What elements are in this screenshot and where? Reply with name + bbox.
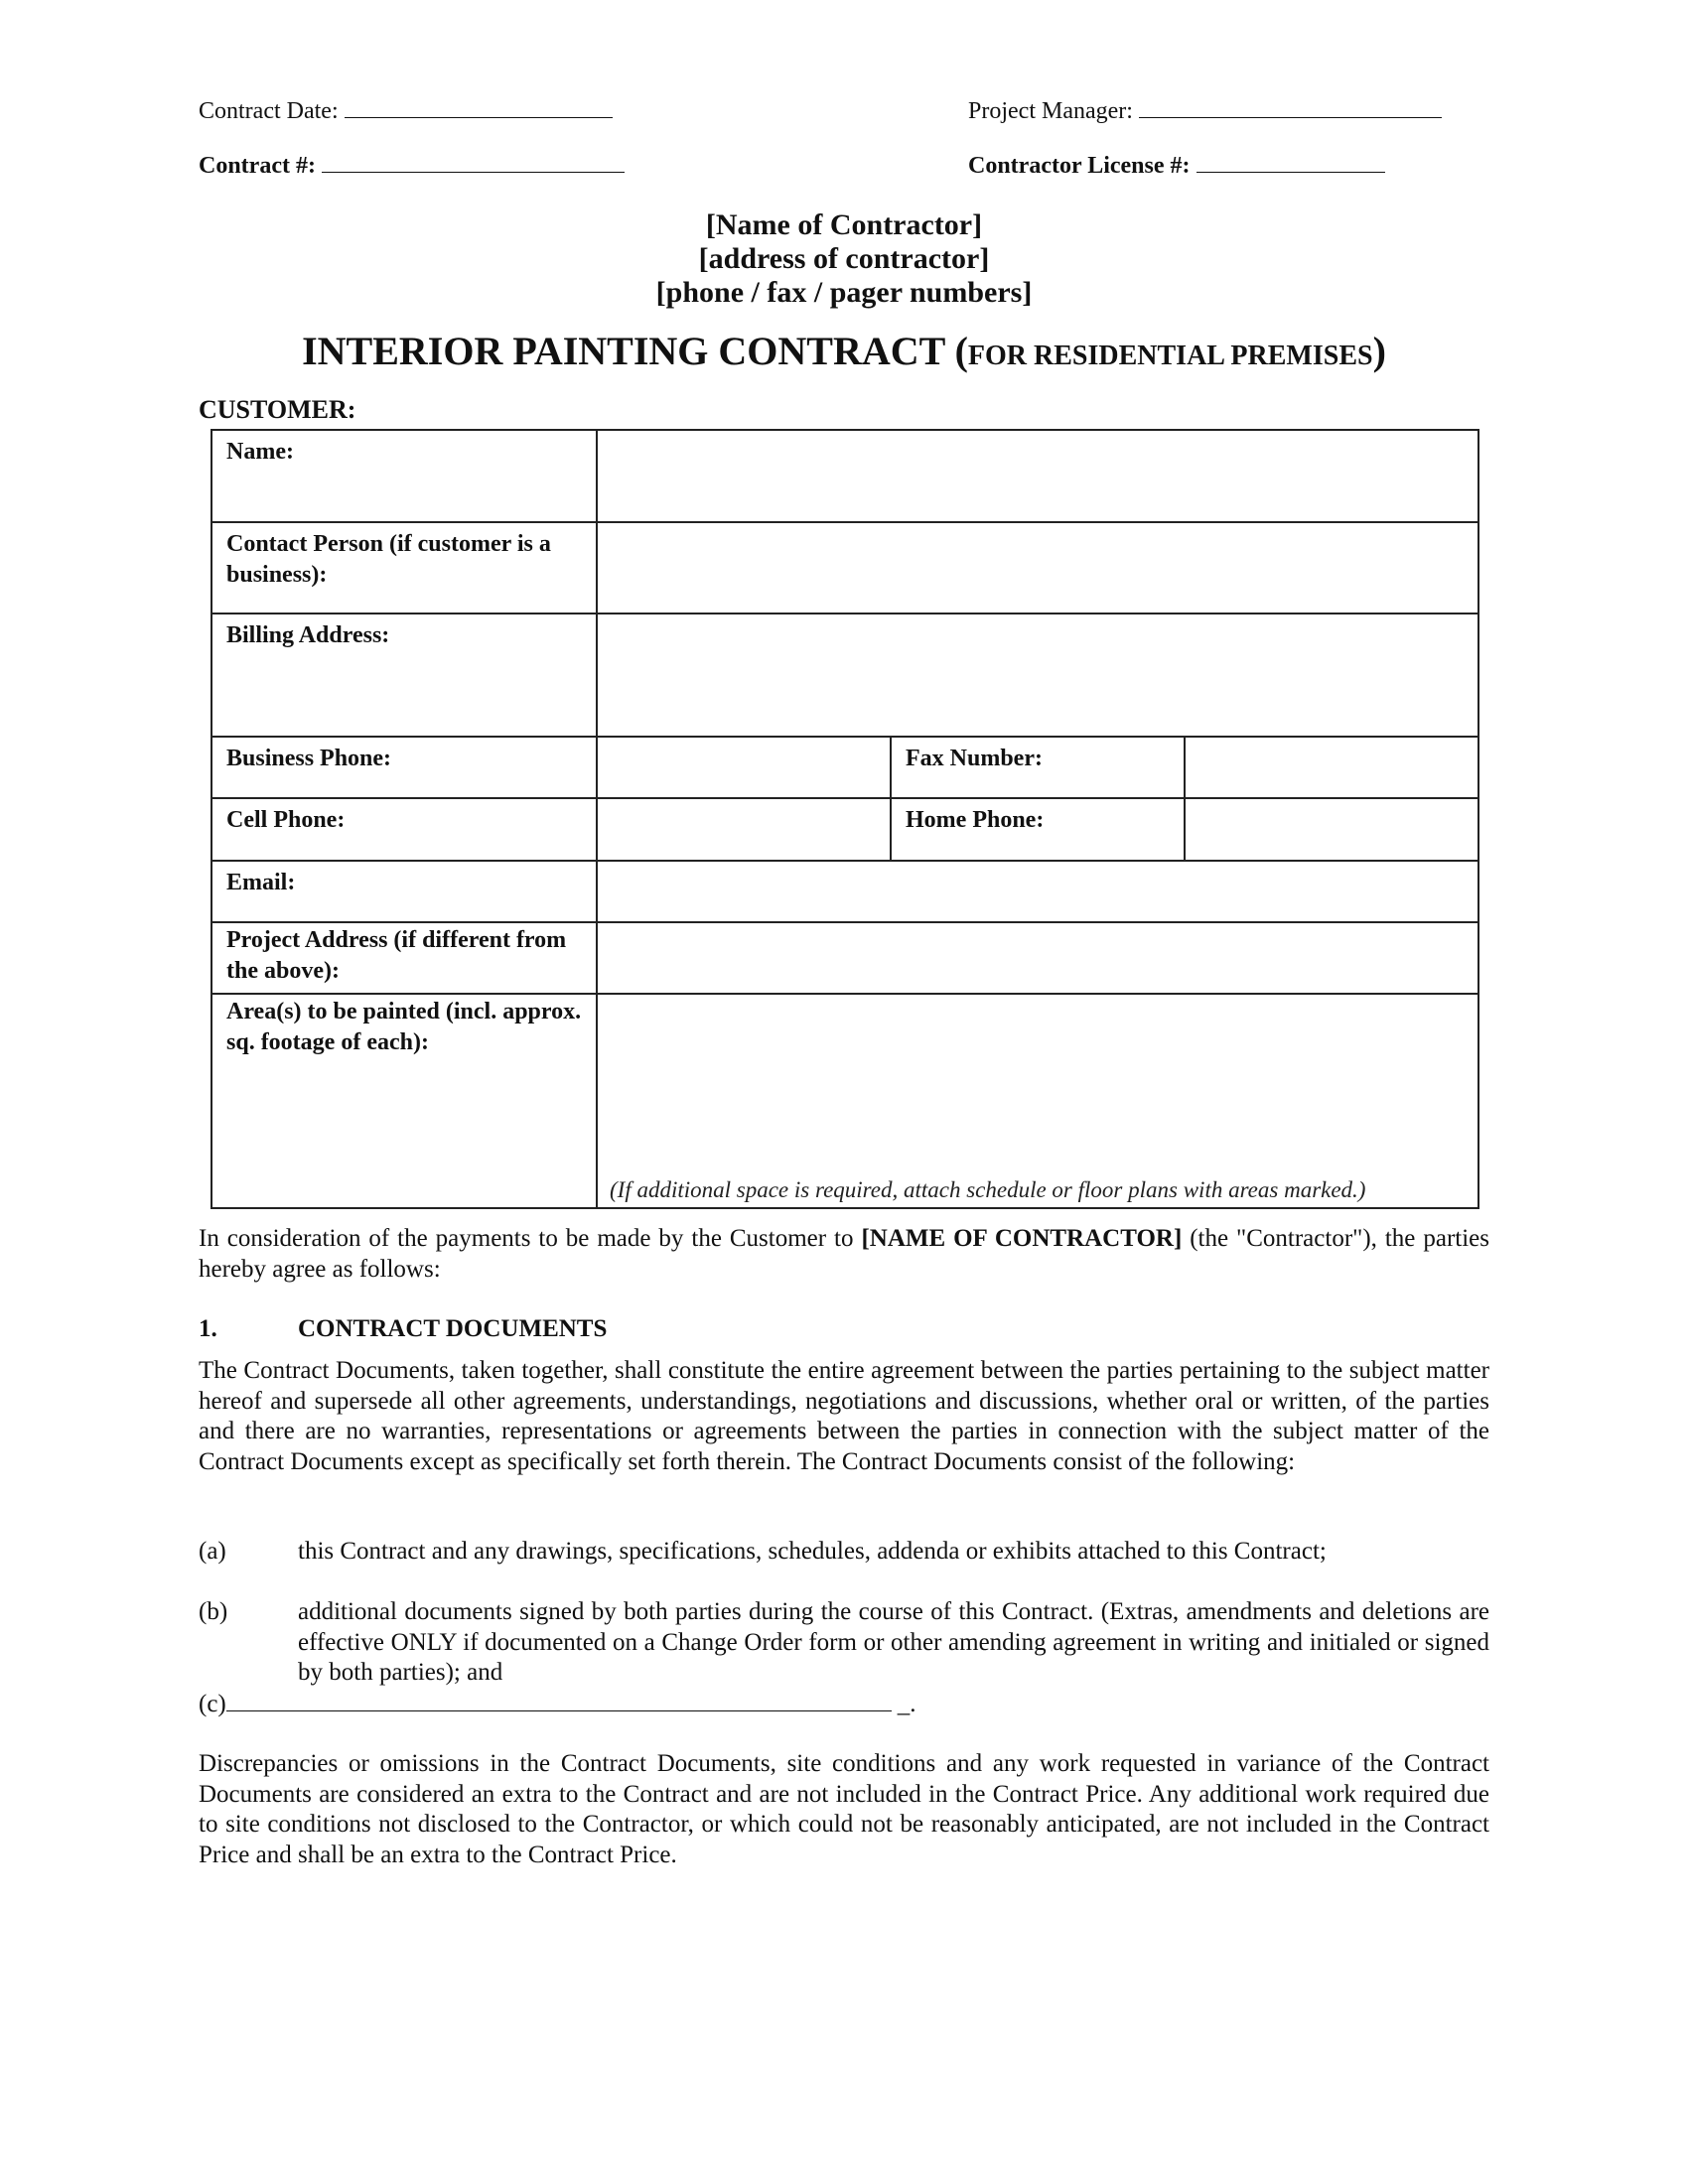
table-row-name <box>211 430 1478 522</box>
project-manager-field <box>968 97 1442 125</box>
project-address-input[interactable] <box>597 922 1478 994</box>
project-address-label: Project Address (if different from the above): <box>211 922 597 994</box>
document-title: INTERIOR PAINTING CONTRACT (FOR RESIDENTIAL PREMISES) <box>302 329 1386 373</box>
list-item-c-input[interactable] <box>226 1689 892 1711</box>
contact-person-input[interactable] <box>597 522 1478 614</box>
name-label: Name: <box>211 430 597 522</box>
list-item-text: additional documents signed by both parties during the course of this Contract. (Extras, amendments and deletions are effective ONLY if documented on a Change Order form or other amending agreement in writing and initialed or signed by both parties); and <box>298 1598 1489 1686</box>
table-row-business-phone <box>211 737 1478 798</box>
table-row-project-address <box>211 922 1478 994</box>
contract-number-label: Contract #: <box>199 153 316 179</box>
cell-phone-label: Cell Phone: <box>211 798 597 861</box>
areas-painted-input[interactable] <box>597 994 1478 1208</box>
list-marker: (b) <box>199 1598 228 1625</box>
contract-number-field <box>199 152 625 180</box>
business-phone-input[interactable] <box>597 737 891 798</box>
billing-address-label: Billing Address: <box>211 614 597 737</box>
intro-paragraph: In consideration of the payments to be made by the Customer to [NAME OF CONTRACTOR] (the "Contractor"), the parties hereby agree as follows: <box>199 1225 1489 1283</box>
section-number: 1. <box>199 1315 217 1342</box>
list-marker: (a) <box>199 1538 226 1565</box>
contract-date-label: Contract Date: <box>199 98 339 124</box>
contractor-address: [address of contractor] <box>698 242 990 275</box>
table-row-billing-address <box>211 614 1478 737</box>
contractor-license-label: Contractor License #: <box>968 153 1191 179</box>
home-phone-input[interactable] <box>1185 798 1478 861</box>
customer-section-label: CUSTOMER: <box>199 395 356 424</box>
contract-date-input[interactable] <box>345 97 613 118</box>
home-phone-label: Home Phone: <box>891 798 1185 861</box>
contractor-name: [Name of Contractor] <box>705 208 983 241</box>
email-input[interactable] <box>597 861 1478 922</box>
project-manager-input[interactable] <box>1139 97 1442 118</box>
section-1-heading <box>199 1315 607 1343</box>
table-row-areas-painted <box>211 994 1478 1208</box>
billing-address-input[interactable] <box>597 614 1478 737</box>
areas-painted-label: Area(s) to be painted (incl. approx. sq. footage of each): <box>211 994 597 1208</box>
table-row-contact-person <box>211 522 1478 614</box>
title-main: INTERIOR PAINTING CONTRACT <box>302 329 945 373</box>
section-title: CONTRACT DOCUMENTS <box>298 1315 608 1342</box>
contractor-block <box>0 208 1688 310</box>
contractor-name-placeholder: [NAME OF CONTRACTOR] <box>861 1225 1183 1252</box>
fax-number-label: Fax Number: <box>891 737 1185 798</box>
email-label: Email: <box>211 861 597 922</box>
contractor-license-input[interactable] <box>1196 152 1385 173</box>
contact-person-label: Contact Person (if customer is a business): <box>211 522 597 614</box>
name-input[interactable] <box>597 430 1478 522</box>
fax-number-input[interactable] <box>1185 737 1478 798</box>
contract-date-field <box>199 97 613 125</box>
list-item-text: this Contract and any drawings, specifications, schedules, addenda or exhibits attached to this Contract; <box>298 1538 1327 1565</box>
table-row-email <box>211 861 1478 922</box>
contractor-numbers: [phone / fax / pager numbers] <box>655 276 1033 309</box>
list-marker: (c) <box>199 1691 226 1717</box>
customer-table <box>211 429 1479 1209</box>
business-phone-label: Business Phone: <box>211 737 597 798</box>
project-manager-label: Project Manager: <box>968 98 1133 124</box>
section-1-paragraph: The Contract Documents, taken together, shall constitute the entire agreement between the parties pertaining to the subject matter hereof and supersede all other agreements, understandings, negotiations and discussions, whether oral or written, of the parties and there are no warranties, representations or agreements between the parties in connection with the subject matter of the Contract Documents except as specifically set forth therein. The Contract Documents consist of the following: <box>199 1357 1489 1475</box>
list-item-b <box>199 1597 1489 1689</box>
contractor-license-field <box>968 152 1385 180</box>
title-subtitle: FOR RESIDENTIAL PREMISES <box>967 341 1373 371</box>
cell-phone-input[interactable] <box>597 798 891 861</box>
table-row-cell-phone <box>211 798 1478 861</box>
list-item-c: (c) _. <box>199 1691 916 1717</box>
contract-number-input[interactable] <box>322 152 625 173</box>
list-item-a <box>199 1537 1489 1568</box>
section-1-closing-paragraph: Discrepancies or omissions in the Contract Documents, site conditions and any work requested in variance of the Contract Documents are considered an extra to the Contract and are not included in the Contract Price. Any additional work required due to site conditions not disclosed to the Contractor, or which could not be reasonably anticipated, are not included in the Contract Price and shall be an extra to the Contract Price. <box>199 1750 1489 1868</box>
areas-painted-note: (If additional space is required, attach schedule or floor plans with areas marked.) <box>610 1177 1366 1202</box>
